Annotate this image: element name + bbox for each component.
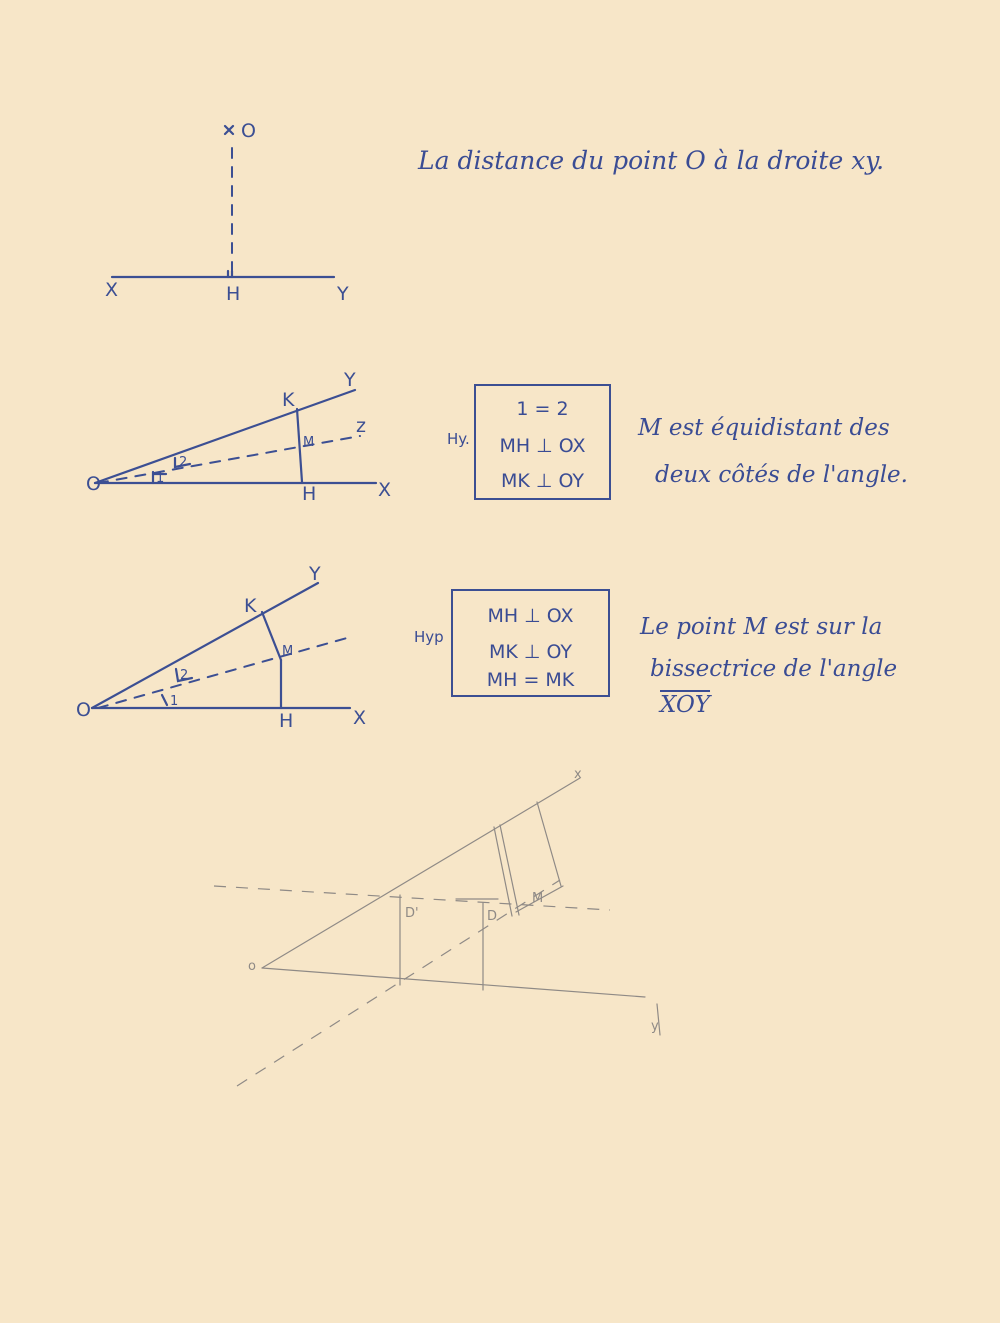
label-z: z	[356, 415, 366, 437]
label-x: X	[353, 707, 367, 729]
pencil-label-y: y	[651, 1019, 659, 1034]
label-k: K	[244, 595, 257, 617]
label-y: Y	[309, 563, 321, 585]
pencil-label-d1: D'	[405, 906, 419, 921]
label-o: O	[86, 473, 101, 495]
ray-oy	[95, 390, 355, 483]
hypothesis-line: MK ⊥ OY	[488, 641, 572, 663]
label-h: H	[279, 710, 294, 732]
hypothesis-line: 1 = 2	[516, 398, 569, 420]
pencil-oblique-c	[537, 802, 561, 886]
figure-equidistant	[86, 369, 391, 505]
hypothesis-line: MH ⊥ OX	[499, 435, 586, 457]
figure-bisector	[76, 563, 366, 732]
statement-line-1: Le point M est sur la	[640, 614, 883, 640]
label-x: X	[378, 479, 392, 501]
point-o-mark	[225, 126, 233, 134]
pencil-ray-ox	[262, 778, 580, 968]
hyp-label-3: Hyp	[414, 628, 444, 646]
hypothesis-line: MH = MK	[486, 669, 575, 691]
hypothesis-line: MH ⊥ OX	[487, 605, 574, 627]
label-y: Y	[344, 369, 356, 391]
figure-pencil-sketch	[214, 767, 660, 1086]
heading-distance: La distance du point O à la droite xy.	[418, 146, 885, 175]
label-angle-1: 1	[156, 471, 165, 486]
pencil-label-o: o	[248, 959, 256, 974]
pencil-label-d2: D	[487, 909, 498, 924]
segment-mk-mh	[297, 409, 302, 482]
bisector	[98, 636, 354, 708]
hypothesis-box-2	[474, 384, 611, 500]
hypothesis-line: MK ⊥ OY	[500, 470, 584, 492]
statement-line-1: M est équidistant des	[638, 415, 890, 441]
figure-distance-point-line	[105, 120, 349, 305]
statement-line-3: $\overline{XOY}$	[660, 692, 711, 718]
label-h: H	[302, 483, 317, 505]
label-k: K	[282, 389, 295, 411]
bisector	[98, 436, 360, 483]
pencil-label-x: x	[574, 767, 582, 782]
statement-line-2: deux côtés de l'angle.	[655, 462, 908, 488]
pencil-label-m: M	[532, 891, 544, 906]
label-angle-2: 2	[179, 455, 188, 470]
label-angle-1: 1	[170, 694, 179, 709]
label-m: M	[282, 644, 294, 659]
label-m: M	[303, 435, 315, 450]
label-angle-2: 2	[180, 668, 189, 683]
pencil-ray-oy	[262, 968, 645, 997]
label-o: O	[76, 699, 91, 721]
hyp-label-2: Hy.	[447, 430, 470, 448]
hypothesis-box-3	[451, 589, 610, 697]
label-x: X	[105, 279, 119, 301]
label-h: H	[226, 283, 241, 305]
angle-mark-1	[162, 695, 167, 705]
label-o: O	[241, 120, 256, 142]
segment-mk	[262, 612, 281, 660]
statement-line-2: bissectrice de l'angle	[650, 656, 898, 682]
label-y: Y	[337, 283, 349, 305]
